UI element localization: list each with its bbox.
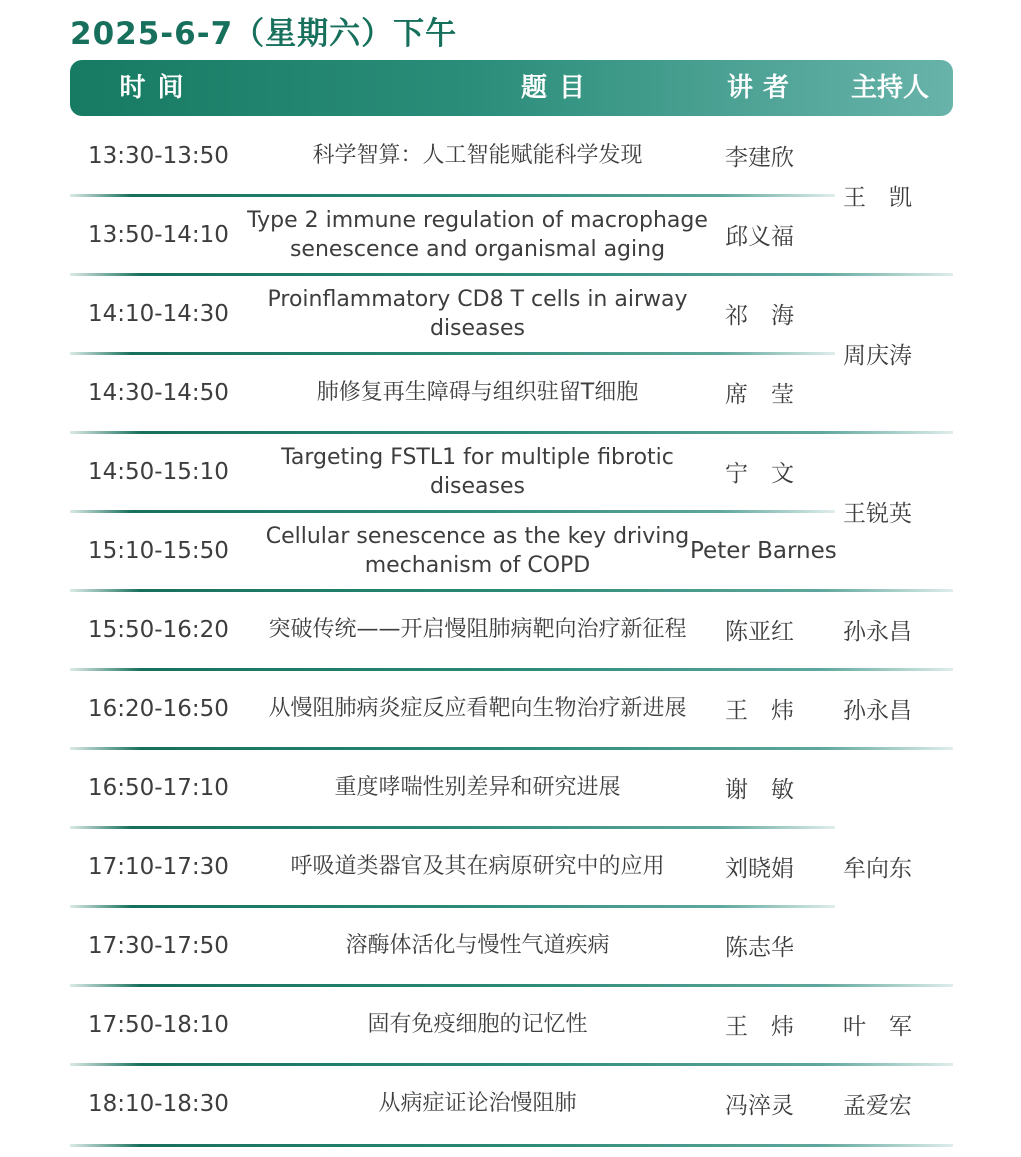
row-speaker: 谢 敏 [725, 777, 794, 803]
row-time: 16:20-16:50 [88, 695, 229, 722]
row-time: 14:10-14:30 [88, 300, 229, 327]
row-topic: 溶酶体活化与慢性气道疾病 [345, 933, 610, 958]
schedule-table [70, 116, 953, 1156]
header-topic: 题目 [520, 73, 597, 103]
header-speaker: 讲者 [726, 73, 799, 103]
row-host: 牟向东 [843, 856, 912, 882]
row-time: 16:50-17:10 [88, 774, 229, 801]
row-host: 王 凯 [843, 184, 912, 211]
row-host: 孙永昌 [843, 698, 912, 724]
row-topic: 肺修复再生障碍与组织驻留T细胞 [316, 380, 639, 405]
row-time: 14:50-15:10 [88, 458, 229, 485]
row-time: 13:50-14:10 [88, 221, 229, 248]
row-speaker: 王 炜 [725, 1014, 794, 1040]
row-speaker: 祁 海 [725, 303, 794, 329]
row-speaker: 李建欣 [725, 145, 794, 171]
row-time: 17:10-17:30 [88, 853, 229, 880]
row-speaker: 刘晓娟 [725, 856, 794, 882]
row-topic: Cellular senescence as the key driving mechanism of COPD [265, 523, 690, 578]
row-speaker: 席 莹 [725, 382, 794, 408]
row-speaker: Peter Barnes [690, 537, 837, 564]
row-speaker: 冯淬灵 [725, 1093, 794, 1119]
header-time: 时间 [119, 73, 196, 103]
row-speaker: 陈亚红 [725, 619, 794, 645]
row-speaker: 陈志华 [725, 935, 794, 961]
row-topic: Targeting FSTL1 for multiple fibrotic diseases [281, 444, 674, 499]
row-topic: Proinflammatory CD8 T cells in airway diseases [267, 286, 688, 341]
row-host: 孙永昌 [843, 619, 912, 645]
row-topic: 突破传统——开启慢阻肺病靶向治疗新征程 [268, 617, 687, 642]
row-topic: 科学智算：人工智能赋能科学发现 [312, 143, 643, 168]
row-topic: 从慢阻肺病炎症反应看靶向生物治疗新进展 [268, 696, 687, 721]
row-host: 孟爱宏 [843, 1093, 912, 1119]
header-host: 主持人 [850, 73, 929, 103]
row-host: 叶 军 [843, 1014, 912, 1040]
row-host: 王锐英 [843, 500, 912, 527]
row-time: 18:10-18:30 [88, 1090, 229, 1117]
row-topic: 从病症证论治慢阻肺 [378, 1091, 577, 1116]
row-topic: Type 2 immune regulation of macrophage senescence and organismal aging [247, 207, 708, 262]
row-time: 17:30-17:50 [88, 932, 229, 959]
session-title: 2025-6-7（星期六）下午 [70, 16, 458, 52]
row-speaker: 王 炜 [725, 698, 794, 724]
row-topic: 固有免疫细胞的记忆性 [367, 1012, 588, 1037]
row-speaker: 宁 文 [725, 461, 794, 487]
row-divider [70, 1144, 953, 1147]
row-topic: 呼吸道类器官及其在病原研究中的应用 [290, 854, 665, 879]
row-time: 17:50-18:10 [88, 1011, 229, 1038]
row-host: 周庆涛 [843, 342, 912, 369]
row-time: 15:10-15:50 [88, 537, 229, 564]
row-topic: 重度哮喘性别差异和研究进展 [334, 775, 621, 800]
row-speaker: 邱义福 [725, 224, 794, 250]
row-time: 13:30-13:50 [88, 142, 229, 169]
row-time: 15:50-16:20 [88, 616, 229, 643]
table-header [70, 60, 953, 116]
row-time: 14:30-14:50 [88, 379, 229, 406]
